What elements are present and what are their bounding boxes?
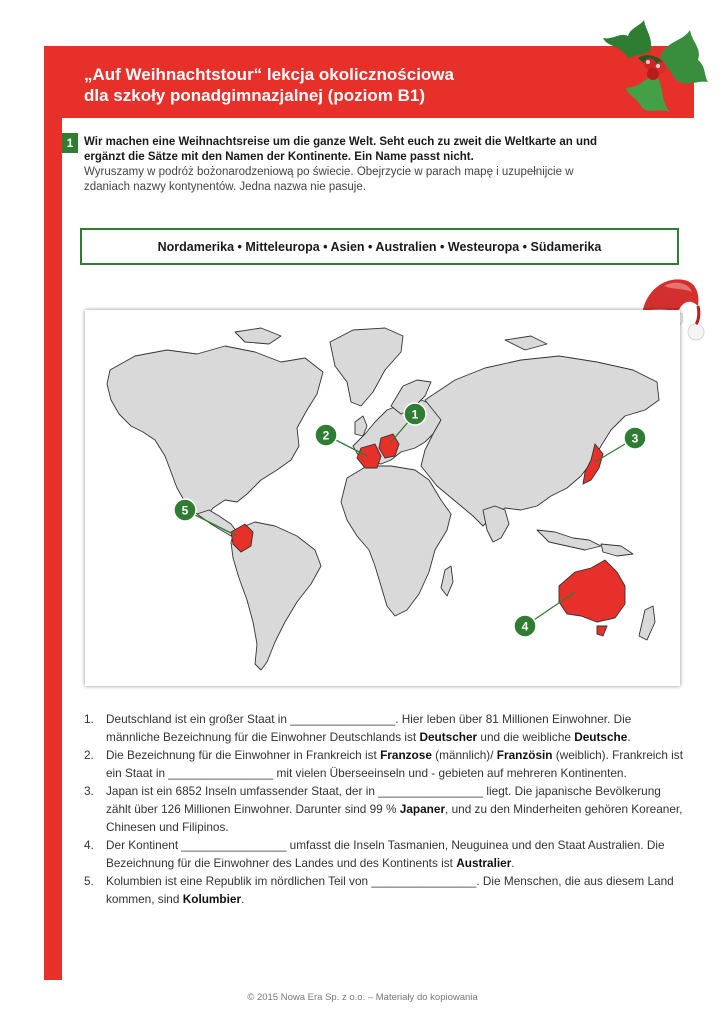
world-map-svg <box>85 310 680 686</box>
task-instruction-polish: Wyruszamy w podróż bożonarodzeniową po świecie. Obejrzycie w parach mapę i uzupełnijcie w zdaniach nazwy kontynentów. Jedna nazwa nie pasuje. <box>84 166 574 193</box>
left-accent-bar <box>44 46 62 980</box>
marker-3 <box>624 427 646 449</box>
word-bank-text: Nordamerika • Mitteleuropa • Asien • Australien • Westeuropa • Südamerika <box>157 239 602 254</box>
indonesia-shape <box>537 530 601 550</box>
greenland-shape <box>330 328 403 406</box>
world-map <box>85 310 680 686</box>
exercise-item-number: 1. <box>84 712 94 726</box>
title-line-1: „Auf Weihnachtstour“ lekcja okolicznościowa <box>84 65 454 84</box>
marker-5 <box>174 499 196 521</box>
exercise-item-number: 4. <box>84 838 94 852</box>
word-bank-box <box>80 228 679 265</box>
exercise-item-1: 1. Deutschland ist ein großer Staat in ________________. Hier leben über 81 Millionen Einwohner. Die männliche Bezeichnung für die Einwohner Deutschlands ist Deutscher und die weibliche Deutsche. <box>84 712 632 744</box>
holly-decoration-icon <box>598 18 708 118</box>
india-shape <box>483 506 509 542</box>
exercise-item-number: 2. <box>84 748 94 762</box>
marker-5-label: 5 <box>181 503 189 518</box>
marker-2-label: 2 <box>322 428 330 443</box>
arctic-islands-shape-2 <box>505 336 547 350</box>
exercise-item-3: 3. Japan ist ein 6852 Inseln umfassender Staat, der in ________________ liegt. Die japanische Bevölkerung zählt über 126 Millionen Einwohner. Darunter sind 99 % Japaner, und zu den Minderheiten gehören Koreaner, Chinesen und Filipinos. <box>84 784 683 834</box>
exercise-item-number: 3. <box>84 784 94 798</box>
exercise-item-5: 5. Kolumbien ist eine Republik im nördlichen Teil von ________________. Die Menschen, die aus diesem Land kommen, sind Kolumbier. <box>84 874 674 906</box>
exercise-list <box>84 710 684 908</box>
exercise-item-number: 5. <box>84 874 94 888</box>
marker-2 <box>315 424 337 446</box>
arctic-islands-shape <box>235 328 281 344</box>
task-instruction-german: Wir machen eine Weihnachtsreise um die ganze Welt. Seht euch zu zweit die Weltkarte an und ergänzt die Sätze mit den Namen der Kontinente. Ein Name passt nicht. <box>84 136 598 163</box>
marker-1 <box>404 403 426 425</box>
australia-highlight <box>559 560 625 622</box>
task-number-badge: 1 <box>62 133 78 153</box>
marker-3-label: 3 <box>631 431 639 446</box>
exercise-item-4: 4. Der Kontinent ________________ umfasst die Inseln Tasmanien, Neuguinea und den Staat Australien. Die Bezeichnung für die Einwohner des Landes und des Kontinents ist Australier. <box>84 838 665 870</box>
marker-4 <box>514 615 536 637</box>
north-america-shape <box>107 346 323 518</box>
page-title <box>84 64 454 106</box>
exercise-item-2: 2. Die Bezeichnung für die Einwohner in Frankreich ist Franzose (männlich)/ Französin (weiblich). Frankreich ist ein Staat in ________________ mit vielen Überseeinseln und - gebieten auf mehreren Kontinenten. <box>84 748 683 780</box>
marker-1-label: 1 <box>411 407 419 422</box>
title-line-2: dla szkoły ponadgimnazjalnej (poziom B1) <box>84 86 425 105</box>
asia-shape <box>421 356 659 526</box>
africa-shape <box>341 466 451 616</box>
uk-shape <box>355 416 367 436</box>
page-footer: © 2015 Nowa Era Sp. z o.o. – Materiały do kopiowania <box>247 992 478 1003</box>
madagascar-shape <box>441 566 453 596</box>
new-guinea-shape <box>601 544 633 556</box>
tasmania-highlight <box>597 626 607 636</box>
new-zealand-shape <box>639 606 655 640</box>
marker-4-label: 4 <box>521 619 529 634</box>
